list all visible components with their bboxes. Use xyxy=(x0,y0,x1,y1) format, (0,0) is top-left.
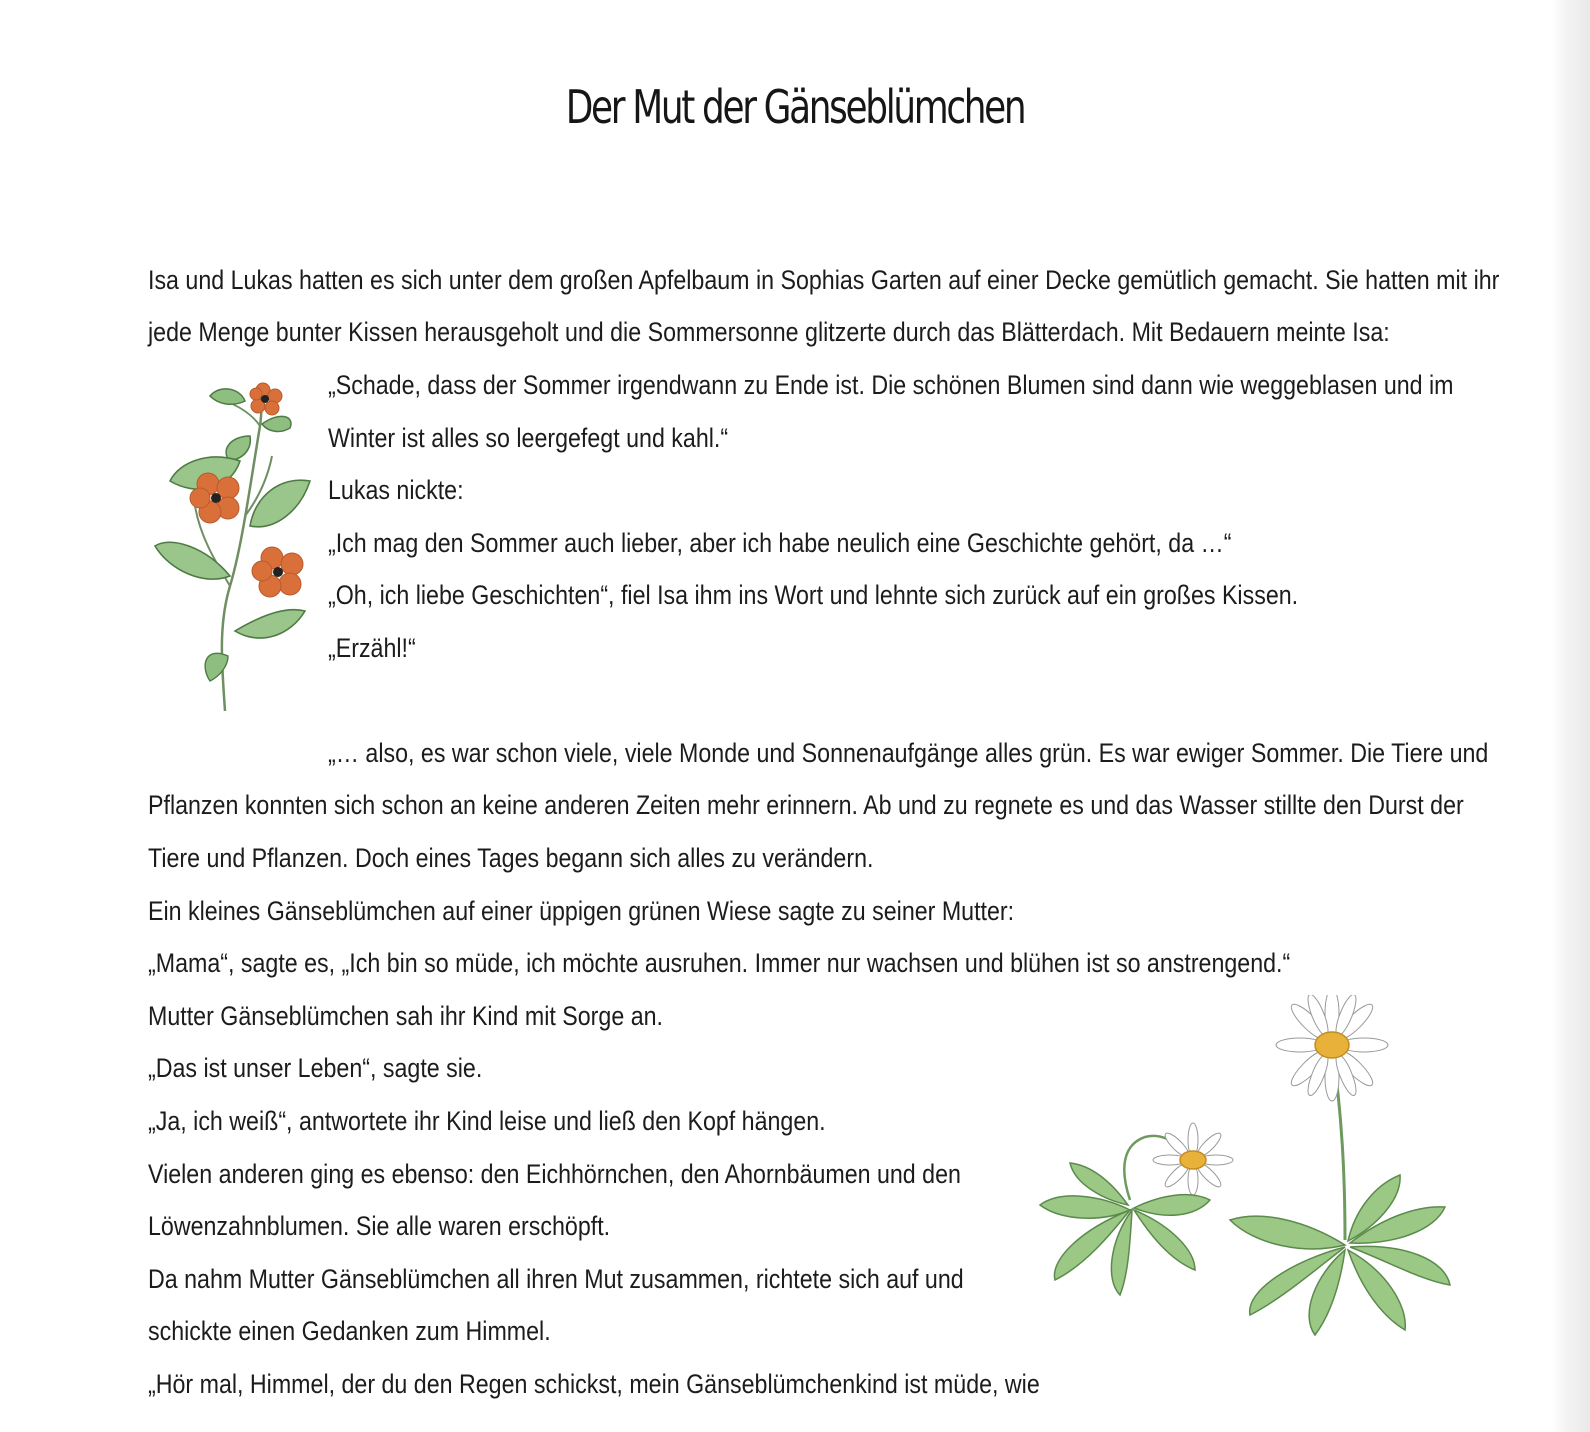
text-line: jede Menge bunter Kissen herausgeholt und die Sommersonne glitzerte durch das Blätterdach. Mit Bedauern meinte Isa: xyxy=(148,317,1390,347)
text-line: Löwenzahnblumen. Sie alle waren erschöpft. xyxy=(148,1211,611,1241)
text-line: „… also, es war schon viele, viele Monde und Sonnenaufgänge alles grün. Es war ewiger Sommer. Die Tiere und xyxy=(328,738,1489,768)
text-line: Lukas nickte: xyxy=(328,475,464,505)
text-line: Da nahm Mutter Gänseblümchen all ihren Mut zusammen, richtete sich auf und xyxy=(148,1264,964,1294)
orange-flower-plant-illustration xyxy=(150,366,320,716)
text-line: „Das ist unser Leben“, sagte sie. xyxy=(148,1053,483,1083)
text-line: „Erzähl!“ xyxy=(328,633,416,663)
text-line: Mutter Gänseblümchen sah ihr Kind mit Sorge an. xyxy=(148,1001,663,1031)
story-title: Der Mut der Gänseblümchen xyxy=(565,80,1025,134)
text-line: Tiere und Pflanzen. Doch eines Tages begann sich alles zu verändern. xyxy=(148,843,874,873)
text-line: „Mama“, sagte es, „Ich bin so müde, ich möchte ausruhen. Immer nur wachsen und blühen ist so anstrengend.“ xyxy=(148,948,1291,978)
text-line: Vielen anderen ging es ebenso: den Eichhörnchen, den Ahornbäumen und den xyxy=(148,1159,961,1189)
text-line: „Oh, ich liebe Geschichten“, fiel Isa ihm ins Wort und lehnte sich zurück auf ein großes Kissen. xyxy=(328,580,1299,610)
page-edge-shadow xyxy=(1552,0,1590,1432)
text-line: Winter ist alles so leergefegt und kahl.“ xyxy=(328,423,729,453)
text-line: „Ja, ich weiß“, antwortete ihr Kind leise und ließ den Kopf hängen. xyxy=(148,1106,826,1136)
text-line: „Hör mal, Himmel, der du den Regen schickst, mein Gänseblümchenkind ist müde, wie xyxy=(148,1369,1040,1399)
text-line: schickte einen Gedanken zum Himmel. xyxy=(148,1316,551,1346)
daisy-plants-illustration xyxy=(1010,995,1460,1355)
text-line: „Ich mag den Sommer auch lieber, aber ich habe neulich eine Geschichte gehört, da …“ xyxy=(328,528,1232,558)
text-line: Ein kleines Gänseblümchen auf einer üppigen grünen Wiese sagte zu seiner Mutter: xyxy=(148,896,1015,926)
text-line: „Schade, dass der Sommer irgendwann zu Ende ist. Die schönen Blumen sind dann wie weggeblasen und im xyxy=(328,370,1454,400)
text-line: Pflanzen konnten sich schon an keine anderen Zeiten mehr erinnern. Ab und zu regnete es und das Wasser stillte den Durst der xyxy=(148,790,1464,820)
text-line: Isa und Lukas hatten es sich unter dem großen Apfelbaum in Sophias Garten auf einer Decke gemütlich gemacht. Sie hatten mit ihr xyxy=(148,265,1500,295)
